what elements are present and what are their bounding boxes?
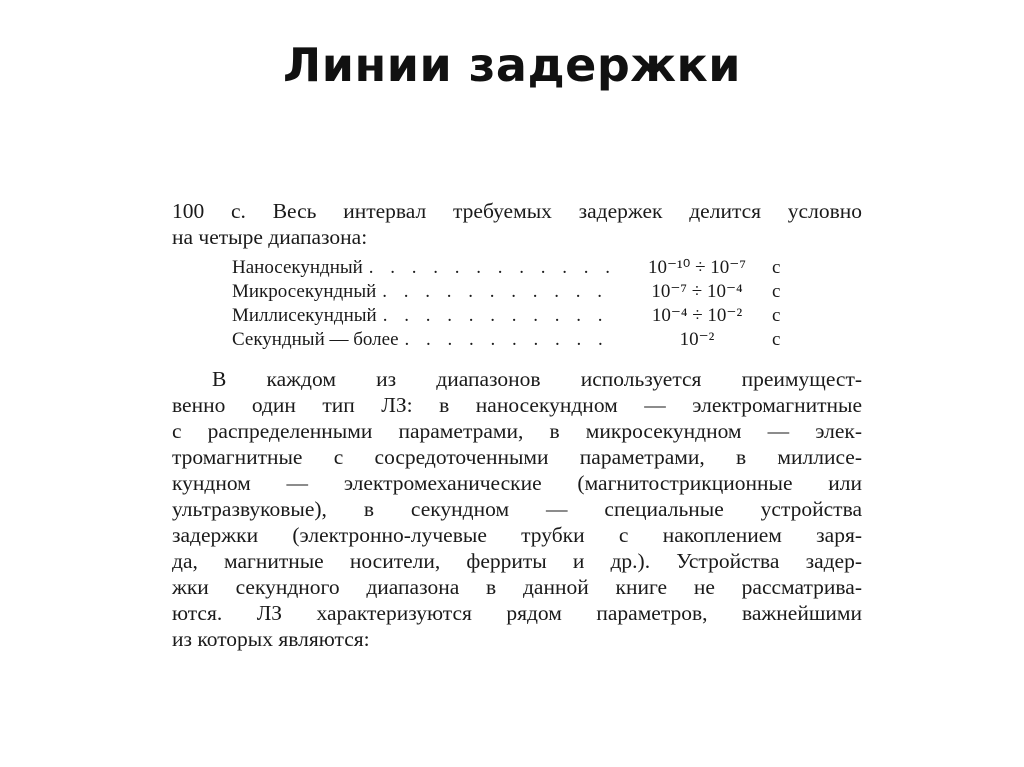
range-row	[232, 280, 792, 304]
range-name: Микросекундный	[232, 281, 377, 302]
range-unit: с	[772, 257, 781, 278]
dot-leader	[369, 256, 616, 280]
body-paragraph	[172, 366, 862, 652]
delay-ranges-list	[232, 256, 792, 352]
paragraph-line: В каждом из диапазонов используется преимущест-	[212, 367, 862, 391]
paragraph-line: из которых являются:	[172, 627, 370, 651]
range-value: 10⁻²	[679, 329, 715, 350]
range-unit: с	[772, 305, 781, 326]
intro-line-1: 100 с. Весь интервал требуемых задержек делится условно	[172, 199, 862, 223]
range-name: Миллисекундный	[232, 305, 377, 326]
dot-leader	[382, 280, 616, 304]
range-row	[232, 328, 792, 352]
range-name: Секундный — более	[232, 329, 399, 350]
range-value: 10⁻⁷ ÷ 10⁻⁴	[651, 281, 743, 302]
range-value: 10⁻¹⁰ ÷ 10⁻⁷	[648, 257, 746, 278]
paragraph-line: с распределенными параметрами, в микросекундном — элек-	[172, 419, 862, 443]
range-unit: с	[772, 329, 781, 350]
paragraph-line: ультразвуковые), в секундном — специальные устройства	[172, 497, 862, 521]
paragraph-line: венно один тип ЛЗ: в наносекундном — электромагнитные	[172, 393, 862, 417]
range-name: Наносекундный	[232, 257, 363, 278]
page-title: Линии задержки	[283, 38, 741, 92]
scanned-text-excerpt	[172, 198, 862, 652]
paragraph-line: тромагнитные с сосредоточенными параметрами, в миллисе-	[172, 445, 862, 469]
range-row	[232, 304, 792, 328]
range-row	[232, 256, 792, 280]
paragraph-line: ются. ЛЗ характеризуются рядом параметров, важнейшими	[172, 601, 862, 625]
paragraph-line: кундном — электромеханические (магнитострикционные или	[172, 471, 862, 495]
range-unit: с	[772, 281, 781, 302]
intro-line-2: на четыре диапазона:	[172, 225, 368, 249]
paragraph-line: да, магнитные носители, ферриты и др.). Устройства задер-	[172, 549, 862, 573]
dot-leader	[405, 328, 616, 352]
paragraph-line: задержки (электронно-лучевые трубки с накоплением заря-	[172, 523, 862, 547]
range-value: 10⁻⁴ ÷ 10⁻²	[651, 305, 743, 326]
paragraph-line: жки секундного диапазона в данной книге не рассматрива-	[172, 575, 862, 599]
dot-leader	[383, 304, 616, 328]
